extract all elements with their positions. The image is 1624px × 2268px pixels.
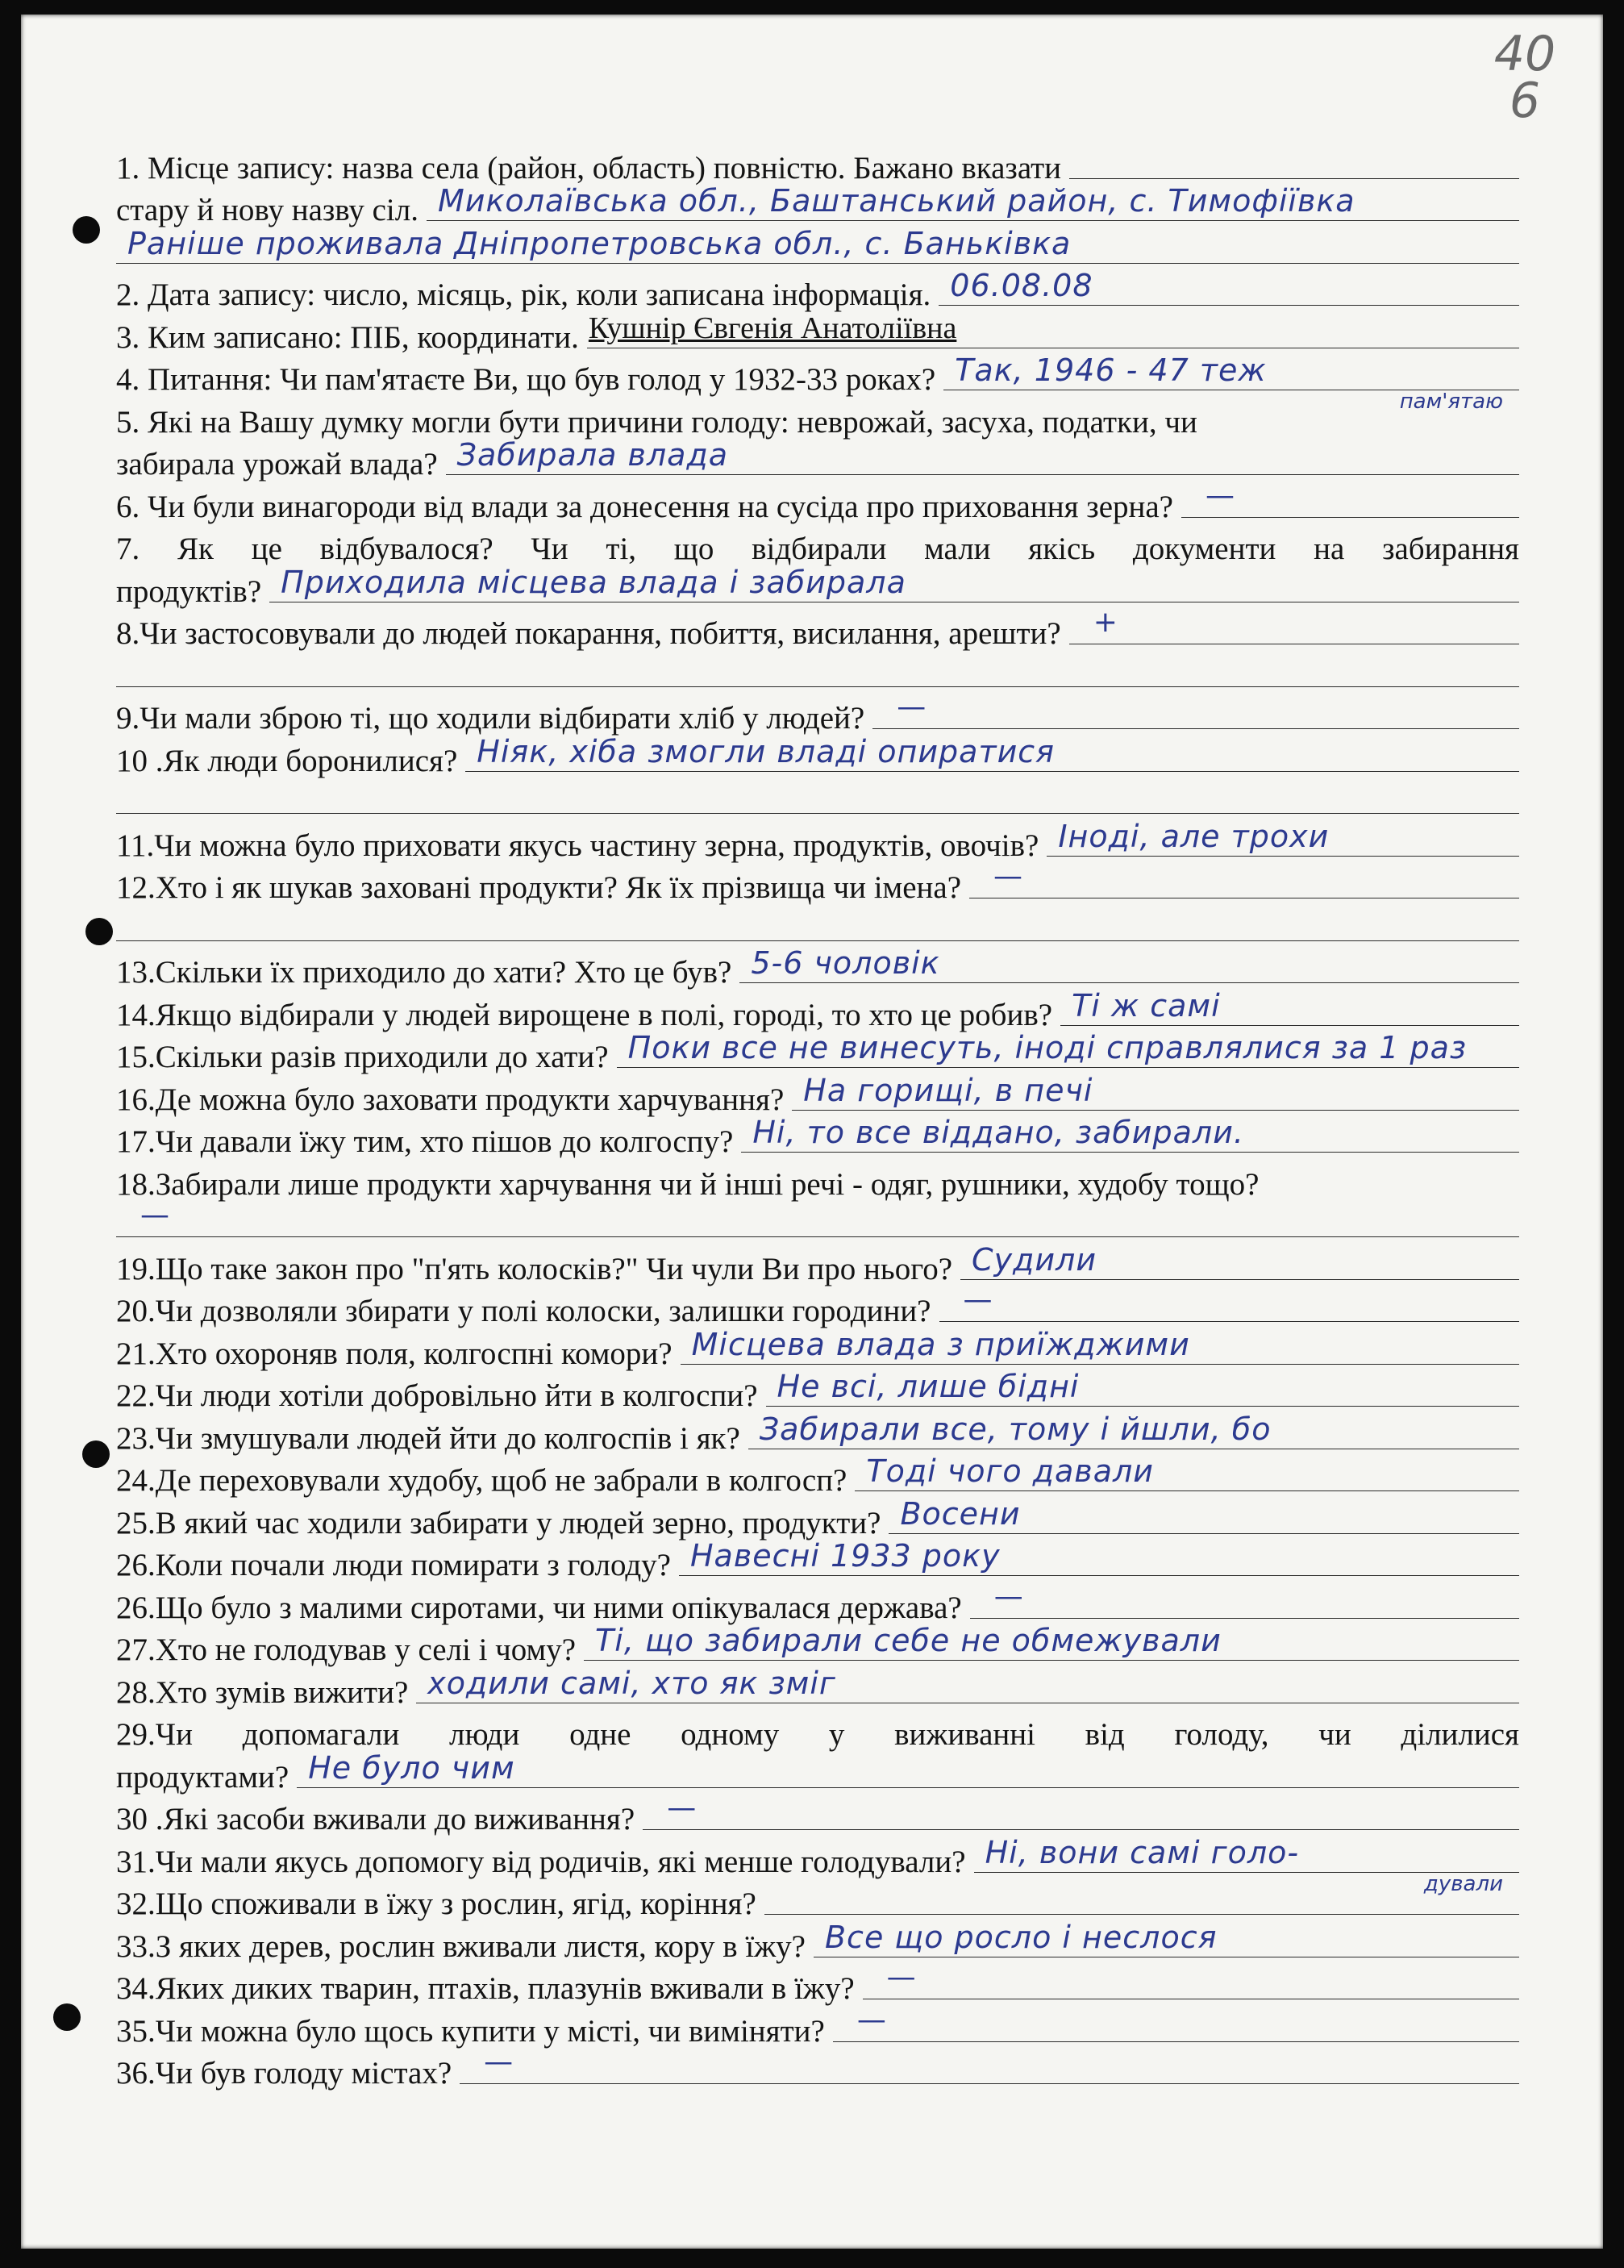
handwritten-answer: Забирала влада: [456, 437, 729, 473]
handwritten-answer: Іноді, але трохи: [1058, 818, 1330, 854]
answer-line[interactable]: [748, 1411, 1519, 1449]
question-text: 1. Місце запису: назва села (район, область) повністю. Бажано вказати: [116, 150, 1062, 186]
handwritten-answer: Навесні 1933 року: [689, 1538, 1001, 1574]
question-text: 20.Чи дозволяли збирати у полі колоски, залишки городини?: [116, 1294, 931, 1328]
answer-line[interactable]: [974, 1834, 1519, 1896]
question-row: [116, 733, 1519, 779]
handwritten-answer: Ні, то все віддано, забирали.: [752, 1115, 1244, 1150]
question-text: 23.Чи змушували людей йти до колгоспів і як?: [116, 1420, 740, 1456]
handwritten-answer: Ні, вони самі голо-: [985, 1834, 1300, 1870]
answer-line[interactable]: [269, 564, 1519, 602]
question-row: [116, 1711, 1519, 1753]
question-text: 4. Питання: Чи пам'ятаєте Ви, що був голод у 1932-33 роках?: [116, 362, 936, 397]
answer-line[interactable]: [766, 1369, 1519, 1407]
question-row: [116, 1283, 1519, 1330]
answer-line[interactable]: [960, 1241, 1519, 1280]
page-number-bottom: 6: [1509, 73, 1541, 129]
question-text: 21.Хто охороняв поля, колгоспні комори?: [116, 1336, 673, 1371]
answer-line[interactable]: [460, 2045, 1519, 2084]
handwritten-answer: Судили: [972, 1241, 1097, 1278]
handwritten-answer: —: [667, 1791, 697, 1824]
question-row: [116, 906, 1519, 948]
handwritten-answer: —: [963, 1283, 993, 1316]
question-text: 3. Ким записано: ПІБ, координати.: [116, 319, 579, 355]
answer-line[interactable]: [1069, 149, 1519, 179]
answer-line[interactable]: [814, 1919, 1519, 1957]
answer-line[interactable]: [465, 733, 1519, 772]
question-text: 27.Хто не голодував у селі і чому?: [116, 1632, 577, 1667]
handwritten-answer: 06.08.08: [950, 268, 1093, 303]
handwritten-answer: Не всі, лише бідні: [777, 1369, 1080, 1404]
question-text: 7. Як це відбувалося? Чи ті, що відбирали мали якісь документи на забирання: [116, 532, 1519, 566]
handwritten-answer-continuation: дували: [1423, 1871, 1503, 1896]
question-text: забирала урожай влада?: [116, 447, 438, 482]
answer-line[interactable]: [116, 1199, 1519, 1237]
question-row: [116, 1834, 1519, 1896]
handwritten-answer: Не було чим: [308, 1749, 515, 1786]
answer-line[interactable]: [1069, 606, 1519, 644]
question-row: [116, 478, 1519, 525]
answer-line[interactable]: [587, 311, 1519, 348]
question-row: [116, 525, 1519, 568]
question-row: [116, 564, 1519, 610]
punch-hole-upper-middle: [85, 918, 113, 945]
question-text: 11.Чи можна було приховати якусь частину зерна, продуктів, овочів?: [116, 828, 1039, 863]
handwritten-answer: Ті ж самі: [1072, 987, 1221, 1024]
handwritten-answer: На горищі, в печі: [803, 1072, 1093, 1108]
question-row: [116, 1453, 1519, 1499]
question-text: 33.З яких дерев, рослин вживали листя, кору в їжу?: [116, 1928, 806, 1964]
question-text: 22.Чи люди хотіли добровільно йти в колгоспи?: [116, 1378, 758, 1413]
handwritten-answer: —: [1206, 478, 1235, 512]
question-text: 24.Де переховували худобу, щоб не забрали в колгосп?: [116, 1463, 847, 1498]
question-row: [116, 1199, 1519, 1245]
answer-line[interactable]: [741, 1115, 1519, 1153]
question-text: 14.Якщо відбирали у людей вирощене в полі, городі, то хто це робив?: [116, 997, 1053, 1032]
question-text: 5. Які на Вашу думку могли бути причини голоду: неврожай, засуха, податки, чи: [116, 404, 1197, 440]
question-text: 10 .Як люди боронилися?: [116, 743, 458, 778]
punch-hole-bottom: [53, 2003, 81, 2031]
handwritten-answer: Так, 1946 - 47 теж: [955, 352, 1267, 388]
question-row: [116, 1369, 1519, 1415]
question-row: [116, 1326, 1519, 1372]
question-text: 16.Де можна було заховати продукти харчування?: [116, 1082, 785, 1117]
question-text: 34.Яких диких тварин, птахів, плазунів вживали в їжу?: [116, 1971, 855, 2006]
question-text: 36.Чи був голоду містах?: [116, 2056, 452, 2091]
question-text: 9.Чи мали зброю ті, що ходили відбирати хліб у людей?: [116, 701, 865, 736]
question-row: [116, 268, 1519, 314]
answer-line[interactable]: [764, 1885, 1519, 1915]
question-row: [116, 779, 1519, 822]
answer-line[interactable]: [681, 1326, 1519, 1365]
answer-line[interactable]: [889, 1495, 1519, 1534]
handwritten-answer: Миколаївська обл., Баштанський район, с. Тимофіївка: [437, 183, 1355, 219]
handwritten-answer: 5-6 чоловік: [751, 945, 940, 981]
handwritten-answer: Місцева влада з приїжджими: [691, 1326, 1190, 1362]
punch-hole-lower-middle: [82, 1440, 110, 1468]
question-text: 17.Чи давали їжу тим, хто пішов до колгоспу?: [116, 1124, 734, 1159]
question-row: [116, 1241, 1519, 1287]
answer-line[interactable]: [116, 784, 1519, 814]
question-row: [116, 398, 1519, 440]
question-row: [116, 2045, 1519, 2092]
page-number-top: 40: [1493, 26, 1556, 82]
question-row: [116, 1919, 1519, 1965]
answer-line[interactable]: [116, 911, 1519, 941]
answer-line[interactable]: [872, 690, 1519, 729]
questionnaire-sheet: [21, 15, 1603, 2249]
question-text: 12.Хто і як шукав заховані продукти? Як їх прізвища чи імена?: [116, 870, 962, 905]
question-text: продуктами?: [116, 1759, 289, 1795]
answer-line[interactable]: [679, 1538, 1519, 1576]
handwritten-answer: —: [484, 2045, 514, 2078]
question-text: 35.Чи можна було щось купити у місті, чи виміняти?: [116, 2013, 825, 2049]
question-row: [116, 1961, 1519, 2007]
question-text: 26.Коли почали люди помирати з голоду?: [116, 1548, 671, 1582]
answer-line[interactable]: [792, 1072, 1519, 1111]
question-row: [116, 1495, 1519, 1541]
handwritten-answer: Забирали все, тому і йшли, бо: [759, 1411, 1272, 1447]
answer-line[interactable]: [116, 657, 1519, 687]
question-row: [116, 2003, 1519, 2049]
question-text: 26.Що було з малими сиротами, чи ними опікувалася держава?: [116, 1590, 962, 1625]
question-row: [116, 437, 1519, 483]
question-text: 31.Чи мали якусь допомогу від родичів, які менше голодували?: [116, 1844, 966, 1879]
answer-line[interactable]: [739, 945, 1519, 983]
question-row: [116, 1160, 1519, 1203]
handwritten-answer: Восени: [900, 1495, 1021, 1532]
question-row: [116, 1411, 1519, 1457]
answer-line[interactable]: [617, 1030, 1519, 1068]
question-row: [116, 652, 1519, 694]
question-text: 13.Скільки їх приходило до хати? Хто це був?: [116, 955, 732, 990]
question-text: 6. Чи були винагороди від влади за донесення на сусіда про приховання зерна?: [116, 489, 1173, 524]
question-row: [116, 352, 1519, 414]
question-row: [116, 1623, 1519, 1669]
question-row: [116, 987, 1519, 1033]
answer-line[interactable]: [970, 1579, 1519, 1619]
handwritten-answer: —: [140, 1199, 169, 1232]
answer-line[interactable]: [297, 1749, 1519, 1788]
question-row: [116, 945, 1519, 991]
answer-line[interactable]: [943, 352, 1519, 414]
question-text: 8.Чи застосовували до людей покарання, побиття, висилання, арешти?: [116, 616, 1061, 651]
question-row: [116, 818, 1519, 864]
question-text: 19.Що таке закон про "п'ять колосків?" Чи чули Ви про нього?: [116, 1251, 953, 1286]
answer-line[interactable]: [643, 1791, 1519, 1830]
question-row: [116, 1665, 1519, 1711]
typed-answer: Кушнір Євгенія Анатоліївна: [588, 311, 957, 345]
answer-line[interactable]: [416, 1665, 1519, 1703]
answer-line[interactable]: [1047, 818, 1519, 857]
question-row: [116, 1072, 1519, 1118]
question-text: 29.Чи допомагали люди одне одному у виживанні від голоду, чи ділилися: [116, 1717, 1519, 1752]
handwritten-answer: —: [993, 1579, 1023, 1613]
question-row: [116, 860, 1519, 907]
question-row: [116, 225, 1519, 271]
answer-line[interactable]: [1181, 478, 1519, 518]
answer-line[interactable]: [116, 225, 1519, 264]
question-row: [116, 1538, 1519, 1584]
question-row: [116, 313, 1519, 356]
handwritten-answer-continuation: пам'ятаю: [1399, 390, 1503, 414]
question-text: 32.Що споживали в їжу з рослин, ягід, коріння?: [116, 1887, 756, 1921]
answer-line[interactable]: [446, 437, 1519, 475]
handwritten-answer: Раніше проживала Дніпропетровська обл., с. Баньківка: [127, 225, 1072, 261]
handwritten-answer: —: [897, 690, 927, 723]
answer-line[interactable]: [863, 1961, 1519, 1999]
handwritten-answer: Поки все не винесуть, іноді справлялися за 1 раз: [627, 1030, 1468, 1065]
question-row: [116, 1749, 1519, 1795]
question-row: [116, 1115, 1519, 1161]
handwritten-answer: +: [1093, 606, 1118, 639]
question-text: 2. Дата запису: число, місяць, рік, коли записана інформація.: [116, 277, 931, 312]
question-text: 25.В який час ходили забирати у людей зерно, продукти?: [116, 1505, 881, 1540]
answer-line[interactable]: [833, 2003, 1519, 2042]
question-text: 15.Скільки разів приходили до хати?: [116, 1040, 609, 1074]
answer-line[interactable]: [969, 860, 1519, 898]
handwritten-answer: Все що росло і неслося: [824, 1919, 1218, 1955]
handwritten-answer: —: [886, 1961, 916, 1994]
question-text: продуктів?: [116, 573, 262, 609]
question-list: [116, 144, 1519, 2091]
question-text: стару й нову назву сіл.: [116, 193, 418, 227]
question-row: [116, 183, 1519, 229]
answer-line[interactable]: [939, 268, 1519, 306]
answer-line[interactable]: [939, 1283, 1520, 1322]
question-row: [116, 606, 1519, 652]
answer-line[interactable]: [1060, 987, 1519, 1026]
handwritten-answer: Приходила місцева влада і забирала: [281, 564, 906, 600]
question-row: [116, 1791, 1519, 1838]
handwritten-answer: ходили самі, хто як зміг: [427, 1665, 836, 1701]
question-text: 30 .Які засоби вживали до виживання?: [116, 1802, 635, 1836]
answer-line[interactable]: [855, 1453, 1519, 1491]
question-row: [116, 1880, 1519, 1923]
answer-line[interactable]: [427, 183, 1519, 221]
question-text: 28.Хто зумів вижити?: [116, 1674, 409, 1710]
question-row: [116, 1579, 1519, 1626]
handwritten-answer: —: [856, 2003, 886, 2037]
handwritten-answer: Тоді чого давали: [866, 1453, 1154, 1489]
question-text: 18.Забирали лише продукти харчування чи й інші речі - одяг, рушники, худобу тощо?: [116, 1166, 1260, 1202]
answer-line[interactable]: [584, 1623, 1519, 1661]
page-number: [1480, 26, 1569, 129]
punch-hole-top: [73, 216, 100, 244]
handwritten-answer: Ті, що забирали себе не обмежували: [595, 1623, 1222, 1658]
question-row: [116, 690, 1519, 737]
handwritten-answer: —: [993, 860, 1023, 893]
question-row: [116, 1030, 1519, 1076]
question-row: [116, 144, 1519, 186]
handwritten-answer: Ніяк, хіба змогли владі опиратися: [477, 733, 1056, 769]
